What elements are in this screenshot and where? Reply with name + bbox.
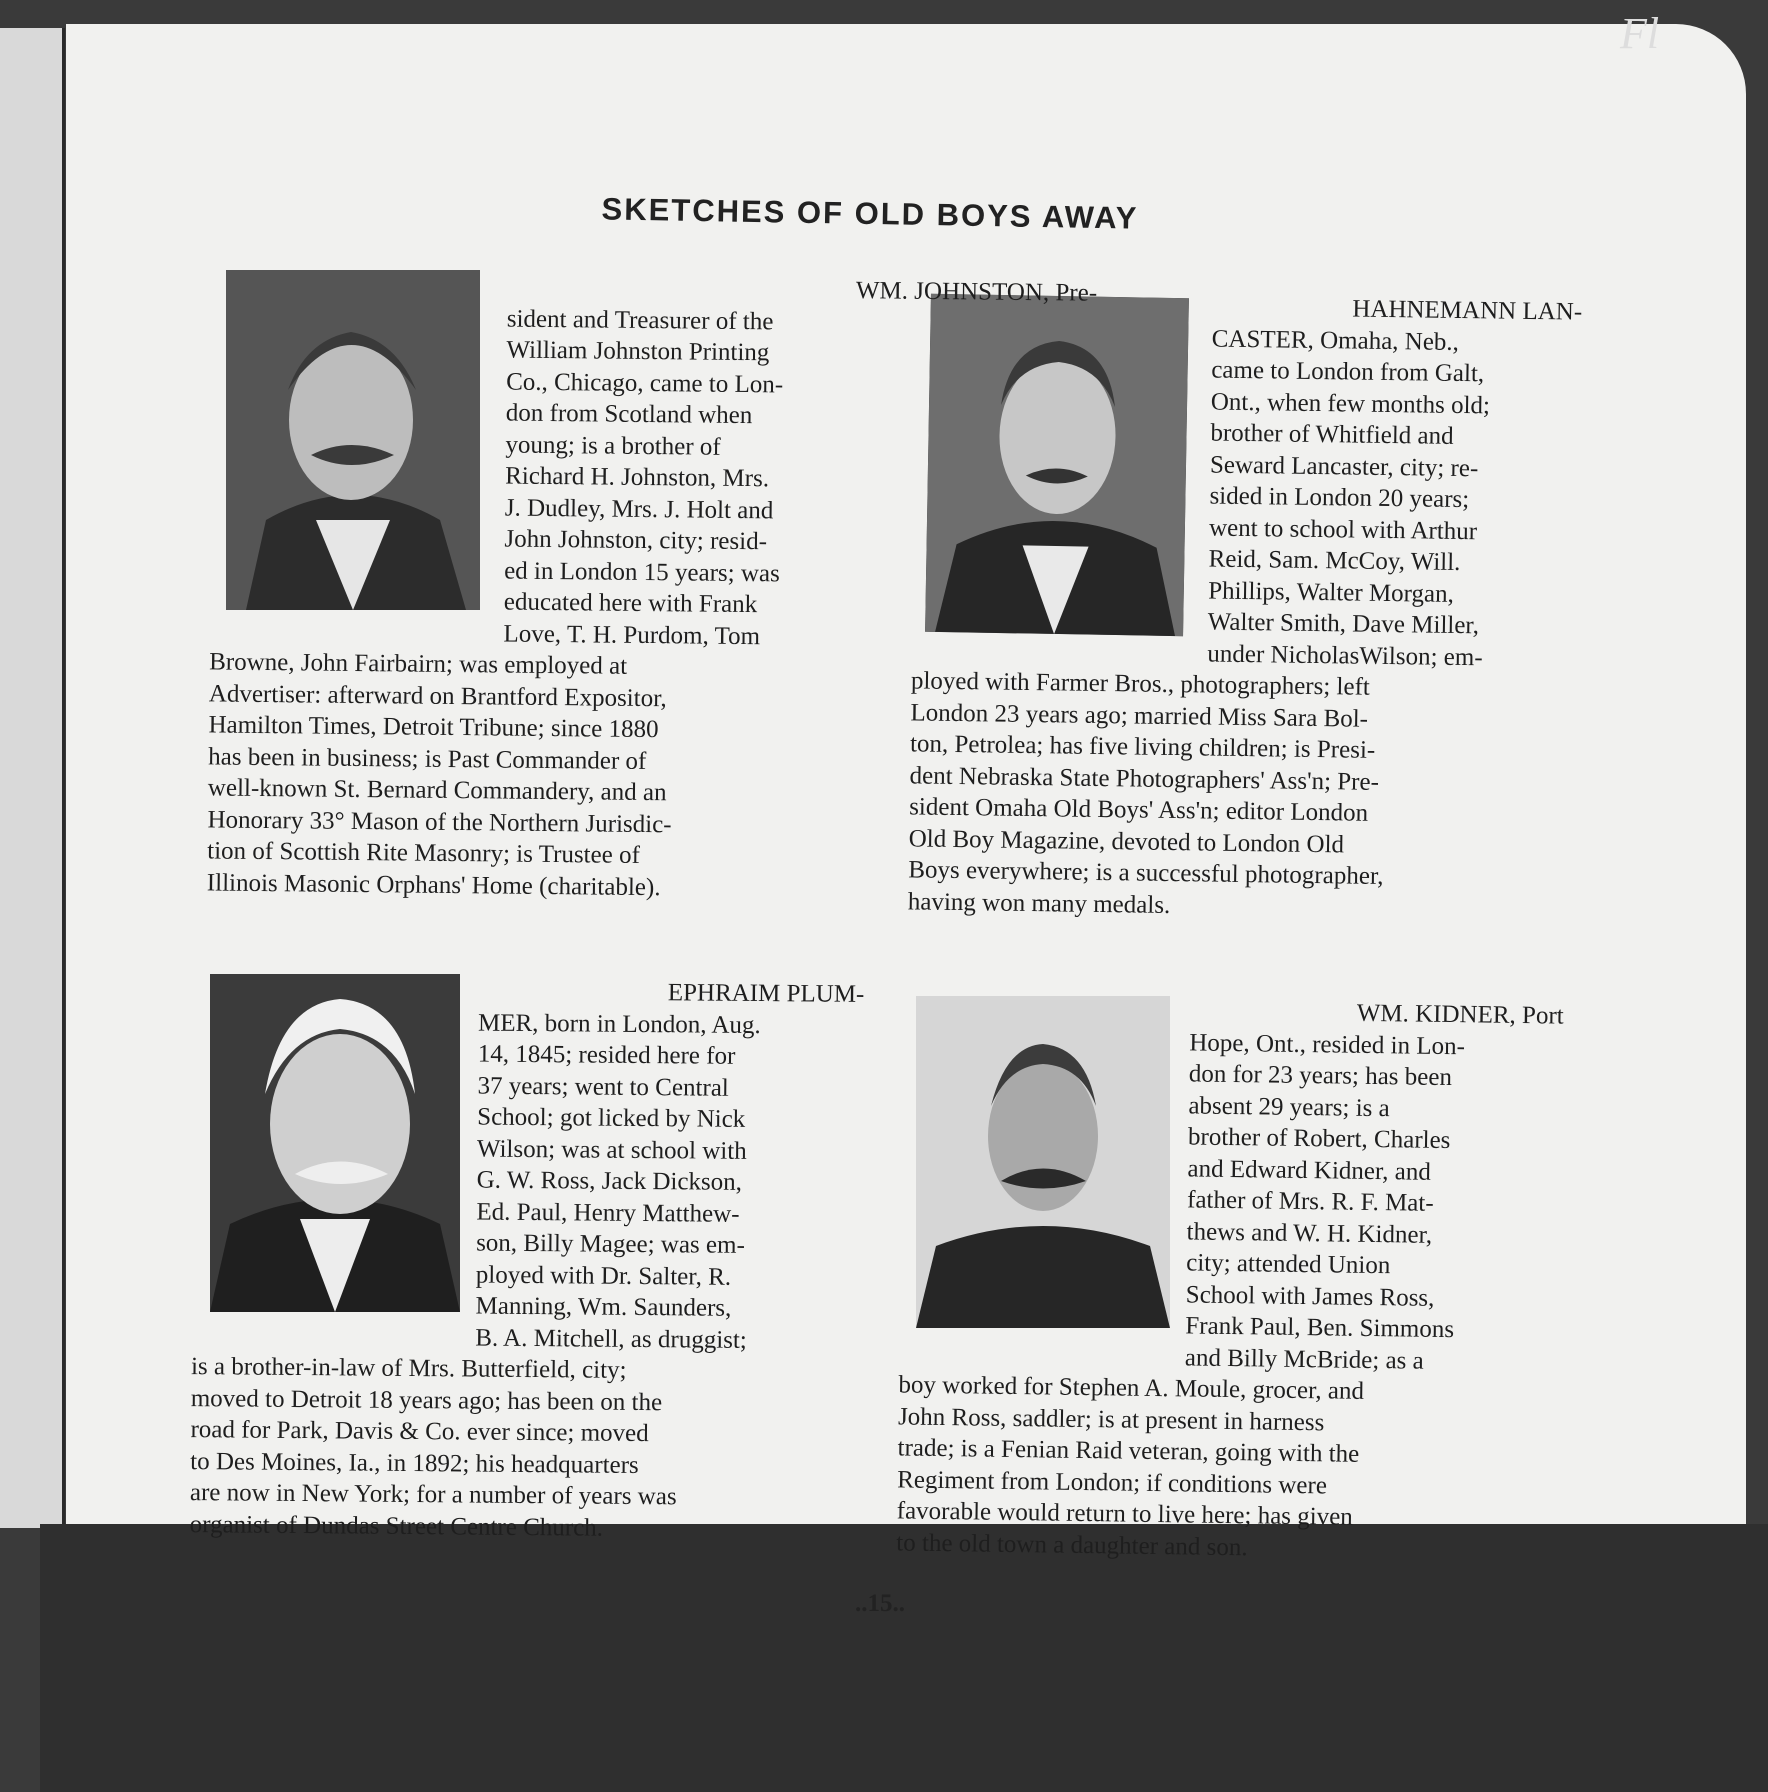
page-number: ..15.. — [855, 1590, 905, 1617]
bio-line: EPHRAIM PLUM- — [667, 979, 865, 1008]
bio-line: son, Billy Magee; was em- — [476, 1229, 745, 1259]
bio-line: Regiment from London; if conditions were — [896, 1465, 1328, 1499]
bio-line: Seward Lancaster, city; re- — [1209, 450, 1479, 482]
bio-line: London 23 years ago; married Miss Sara Bol- — [910, 698, 1369, 733]
bio-line: Ed. Paul, Henry Matthew- — [476, 1198, 740, 1228]
bio-line: came to London from Galt, — [1211, 356, 1485, 388]
bio-line: Manning, Wm. Saunders, — [475, 1292, 732, 1322]
bio-line: Advertiser: afterward on Brantford Expositor, — [208, 679, 667, 712]
bio-line: HAHNEMANN LAN- — [1352, 295, 1583, 326]
bio-line: boy worked for Stephen A. Moule, grocer, and — [898, 1371, 1365, 1405]
bio-line: Walter Smith, Dave Miller, — [1207, 608, 1480, 640]
bio-line: and Billy McBride; as a — [1184, 1343, 1424, 1375]
bio-kidner — [896, 991, 1564, 1567]
bio-line: organist of Dundas Street Centre Church. — [189, 1510, 604, 1542]
bio-line: city; attended Union — [1186, 1249, 1391, 1280]
bio-line: Illinois Masonic Orphans' Home (charitable). — [206, 868, 661, 901]
bio-line: is a brother-in-law of Mrs. Butterfield, city; — [190, 1353, 627, 1384]
bio-lancaster — [908, 287, 1583, 926]
bio-line: ton, Petrolea; has five living children; is Presi- — [909, 730, 1376, 764]
bio-line: sident Omaha Old Boys' Ass'n; editor London — [908, 793, 1369, 827]
bio-line: Love, T. H. Purdom, Tom — [503, 620, 761, 650]
bio-line: Hope, Ont., resided in Lon- — [1189, 1028, 1466, 1060]
bio-line: young; is a brother of — [505, 431, 721, 461]
bio-line: trade; is a Fenian Raid veteran, going with the — [897, 1434, 1360, 1468]
bio-line: 37 years; went to Central — [477, 1072, 729, 1102]
bio-line: don from Scotland when — [505, 399, 753, 430]
bio-line: Reid, Sam. McCoy, Will. — [1208, 545, 1461, 577]
bio-line: to the old town a daughter and son. — [896, 1528, 1248, 1561]
bio-line: William Johnston Printing — [506, 336, 770, 367]
bio-line: under NicholasWilson; em- — [1207, 639, 1483, 671]
bio-line: educated here with Frank — [503, 588, 758, 619]
bio-line: road for Park, Davis & Co. ever since; moved — [190, 1416, 649, 1448]
bio-line: sided in London 20 years; — [1209, 482, 1470, 514]
bio-line: has been in business; is Past Commander of — [208, 742, 647, 775]
bio-line: to Des Moines, Ia., in 1892; his headquarters — [190, 1447, 639, 1479]
bio-line: 14, 1845; resided here for — [477, 1040, 736, 1070]
bio-line: thews and W. H. Kidner, — [1186, 1217, 1433, 1249]
bio-line: Wilson; was at school with — [476, 1135, 747, 1165]
bio-line: John Ross, saddler; is at present in harness — [897, 1402, 1325, 1436]
bio-line: favorable would return to live here; has given — [896, 1497, 1353, 1531]
bio-line: Browne, John Fairbairn; was employed at — [209, 648, 628, 680]
bio-line: Frank Paul, Ben. Simmons — [1185, 1312, 1455, 1344]
bio-line: MER, born in London, Aug. — [477, 1009, 761, 1039]
bio-johnston — [206, 268, 1098, 905]
bio-line: absent 29 years; is a — [1188, 1091, 1390, 1122]
bio-line: ployed with Dr. Salter, R. — [475, 1261, 732, 1291]
bio-line: School; got licked by Nick — [477, 1103, 746, 1133]
left-page-edge — [0, 28, 65, 1528]
bio-line: Hamilton Times, Detroit Tribune; since 1880 — [208, 711, 659, 744]
bio-line: Boys everywhere; is a successful photographer, — [908, 856, 1384, 890]
bio-line: Honorary 33° Mason of the Northern Jurisdic- — [207, 805, 672, 838]
bio-line: WM. JOHNSTON, Pre- — [855, 277, 1098, 307]
bio-line: are now in New York; for a number of years was — [189, 1479, 677, 1511]
bio-line: Ont., when few months old; — [1210, 388, 1491, 419]
bio-line: ed in London 15 years; was — [504, 557, 780, 587]
bio-line: John Johnston, city; resid- — [504, 525, 768, 556]
page-title: SKETCHES OF OLD BOYS AWAY — [601, 191, 1139, 236]
bio-line: and Edward Kidner, and — [1187, 1154, 1432, 1186]
bio-line: Phillips, Walter Morgan, — [1208, 576, 1455, 608]
bio-line: J. Dudley, Mrs. J. Holt and — [504, 494, 774, 524]
bio-line: sident and Treasurer of the — [506, 305, 774, 335]
bio-line: father of Mrs. R. F. Mat- — [1186, 1186, 1434, 1217]
bio-line: tion of Scottish Rite Masonry; is Trustee of — [207, 837, 640, 869]
bio-line: G. W. Ross, Jack Dickson, — [476, 1166, 743, 1196]
bio-line: WM. KIDNER, Port — [1356, 999, 1564, 1030]
bio-line: CASTER, Omaha, Neb., — [1211, 325, 1460, 356]
bio-line: don for 23 years; has been — [1188, 1060, 1453, 1092]
bio-line: Co., Chicago, came to Lon- — [506, 368, 784, 398]
bio-line: B. A. Mitchell, as druggist; — [475, 1324, 747, 1354]
bio-line: ployed with Farmer Bros., photographers; left — [910, 667, 1371, 701]
bio-line: moved to Detroit 18 years ago; has been on the — [190, 1384, 663, 1416]
bio-line: School with James Ross, — [1185, 1280, 1435, 1312]
bio-line: dent Nebraska State Photographers' Ass'n; Pre- — [909, 761, 1380, 796]
bio-line: having won many medals. — [907, 887, 1171, 919]
corner-handwriting: Fl — [1620, 9, 1660, 58]
bio-line: brother of Whitfield and — [1210, 419, 1454, 450]
bio-line: went to school with Arthur — [1208, 513, 1478, 545]
bio-line: well-known St. Bernard Commandery, and an — [207, 774, 667, 807]
bio-plummer — [190, 973, 865, 1546]
bio-line: Old Boy Magazine, devoted to London Old — [908, 824, 1345, 858]
bio-line: Richard H. Johnston, Mrs. — [505, 462, 770, 493]
bio-line: brother of Robert, Charles — [1187, 1123, 1451, 1155]
